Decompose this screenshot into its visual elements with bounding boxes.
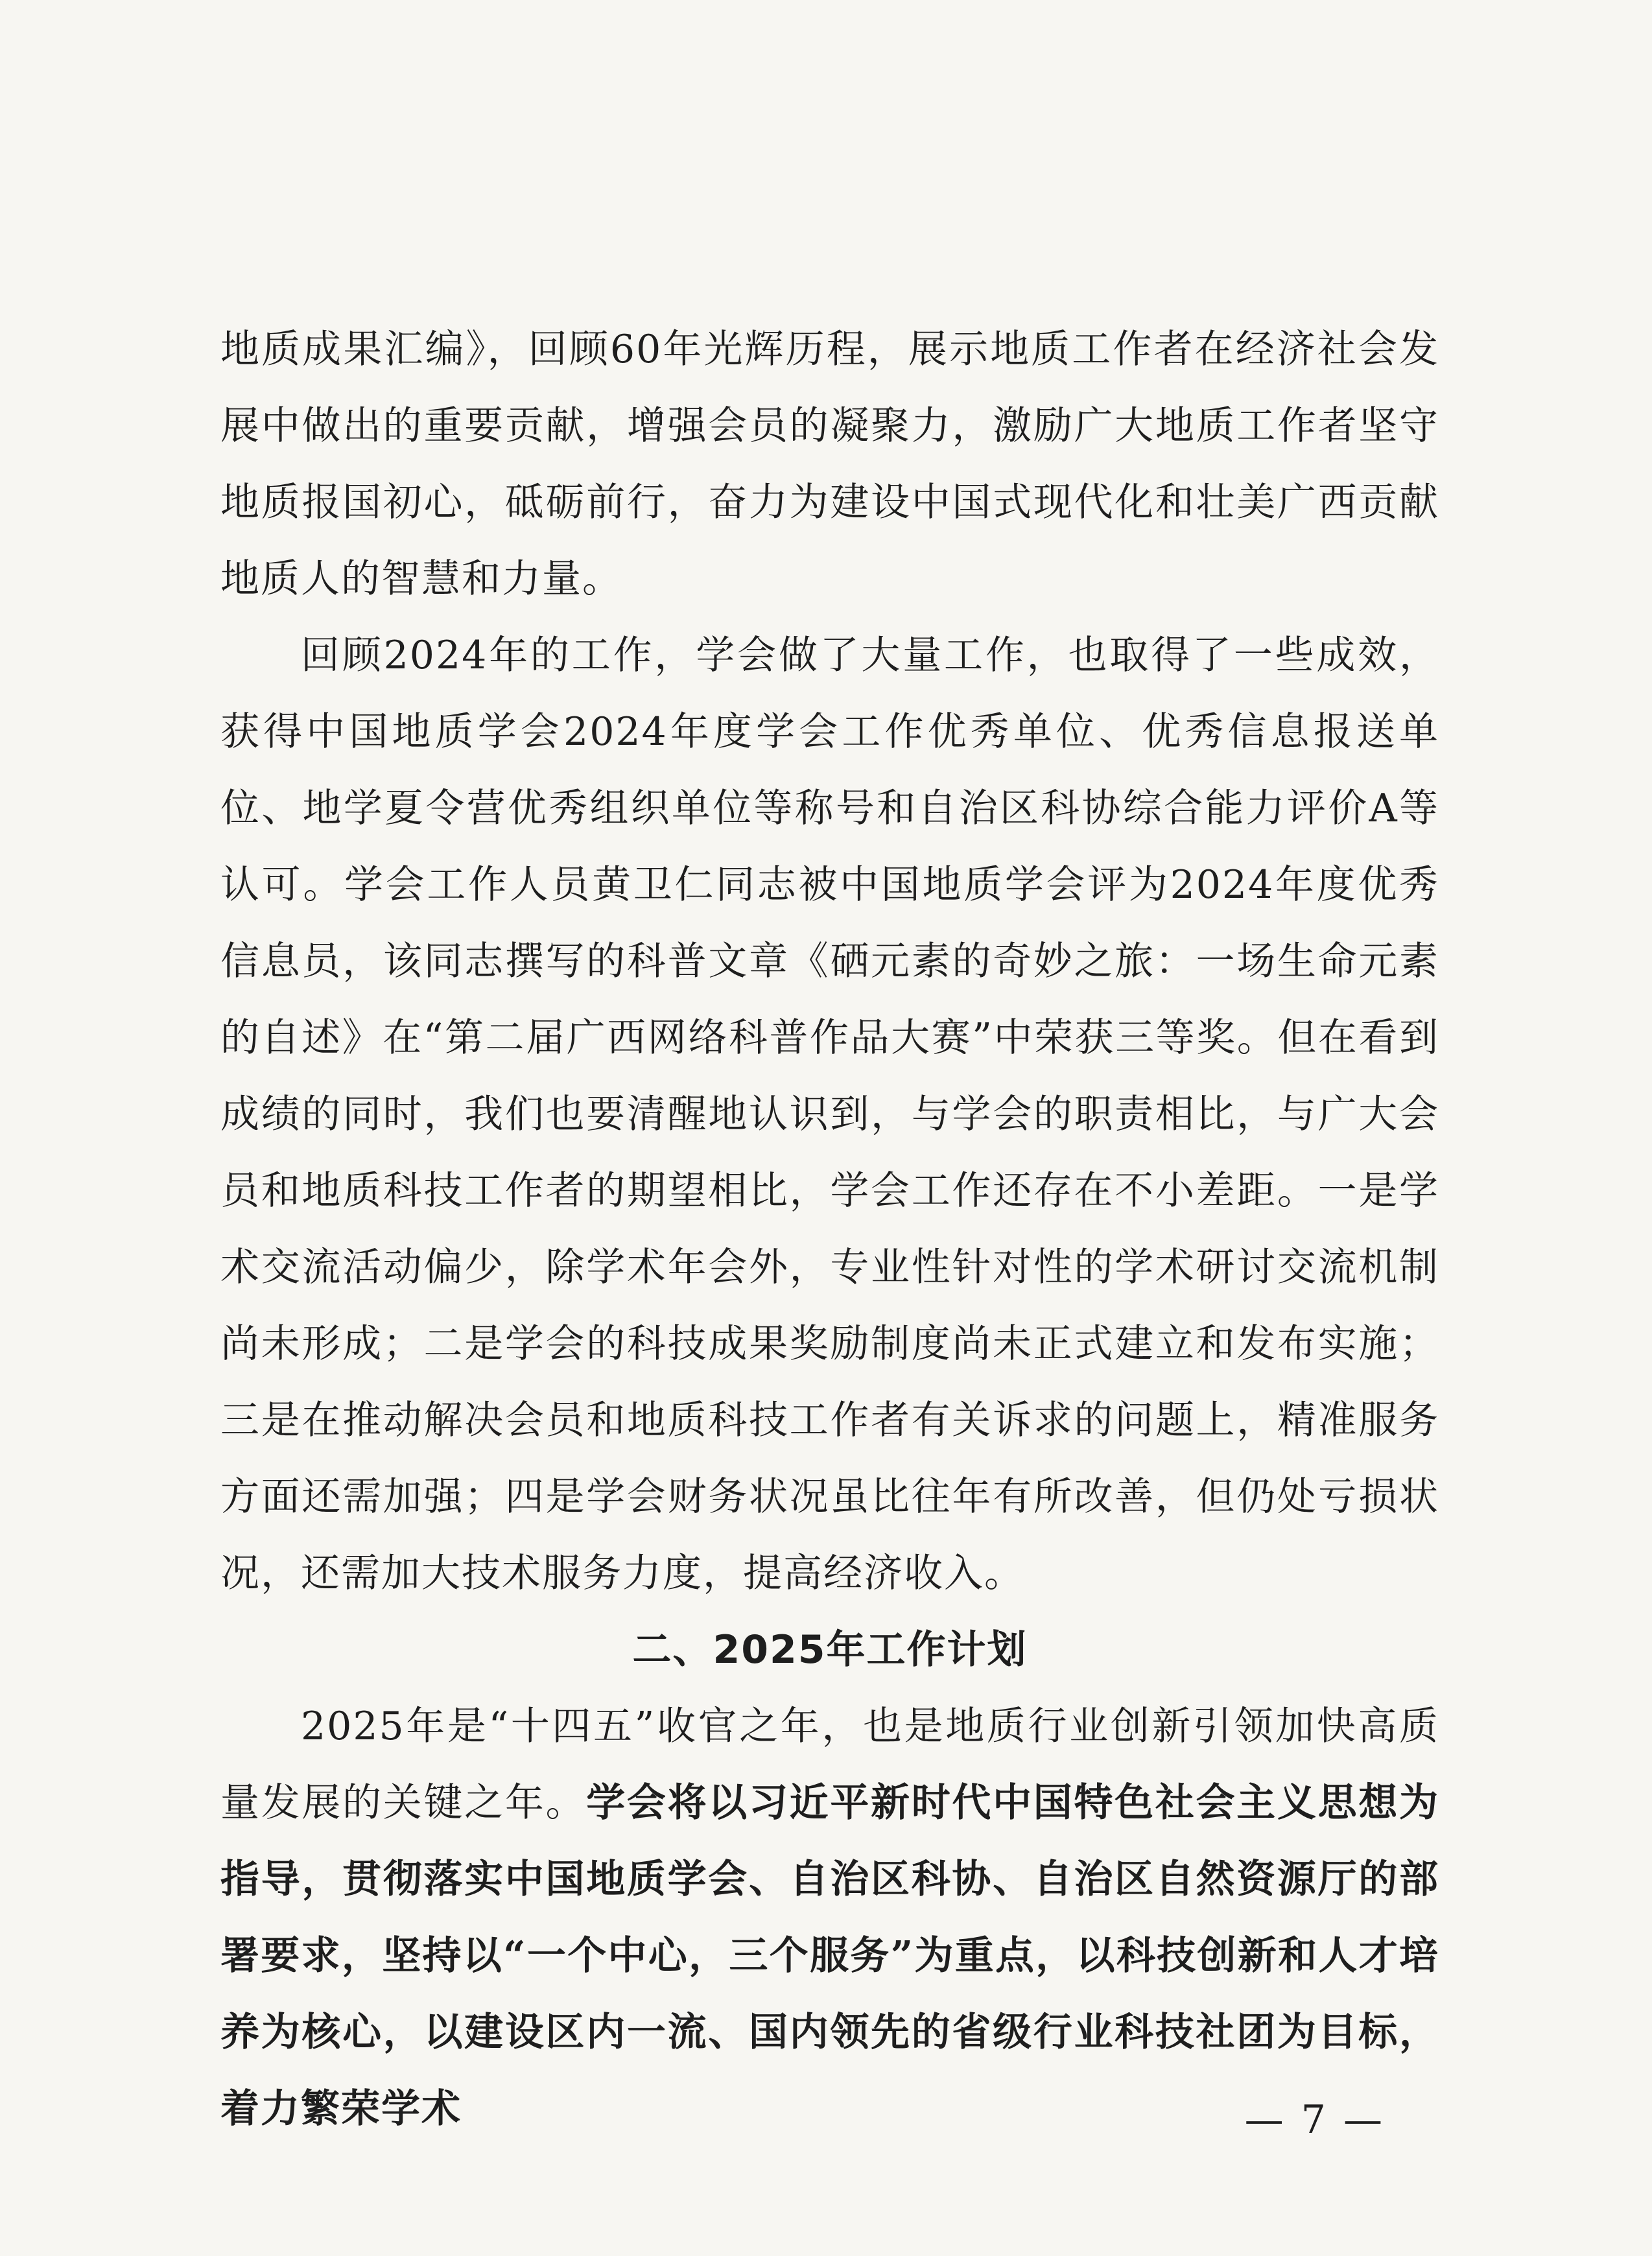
paragraph-anniversary: 地质成果汇编》，回顾60年光辉历程，展示地质工作者在经济社会发展中做出的重要贡献，增强会员的凝聚力，激励广大地质工作者坚守地质报国初心，砥砺前行，奋力为建设中国式现代化和壮美广西贡献地质人的智慧和力量。	[220, 327, 1439, 602]
paragraph-2025-plan	[220, 1688, 1439, 2147]
plan-intro-text: 2025年是“十四五”收官之年，也是地质行业创新引领加快高质量发展的关键之年。	[220, 1704, 1439, 1826]
page-body	[220, 311, 1439, 2147]
section-heading-2025-plan: 二、2025年工作计划	[632, 1627, 1028, 1673]
page-number: — 7 —	[1244, 2097, 1385, 2143]
paragraph-2024-review: 回顾2024年的工作，学会做了大量工作，也取得了一些成效，获得中国地质学会2024年度学会工作优秀单位、优秀信息报送单位、地学夏令营优秀组织单位等称号和自治区科协综合能力评价A等认可。学会工作人员黄卫仁同志被中国地质学会评为2024年度优秀信息员，该同志撰写的科普文章《硒元素的奇妙之旅：一场生命元素的自述》在“第二届广西网络科普作品大赛”中荣获三等奖。但在看到成绩的同时，我们也要清醒地认识到，与学会的职责相比，与广大会员和地质科技工作者的期望相比，学会工作还存在不小差距。一是学术交流活动偏少，除学术年会外，专业性针对性的学术研讨交流机制尚未形成；二是学会的科技成果奖励制度尚未正式建立和发布实施；三是在推动解决会员和地质科技工作者有关诉求的问题上，精准服务方面还需加强；四是学会财务状况虽比往年有所改善，但仍处亏损状况，还需加大技术服务力度，提高经济收入。	[220, 633, 1439, 1596]
plan-bold-text: 学会将以习近平新时代中国特色社会主义思想为指导，贯彻落实中国地质学会、自治区科协、自治区自然资源厅的部署要求，坚持以“一个中心，三个服务”为重点，以科技创新和人才培养为核心，以建设区内一流、国内领先的省级行业科技社团为目标，着力繁荣学术	[220, 1780, 1440, 2132]
